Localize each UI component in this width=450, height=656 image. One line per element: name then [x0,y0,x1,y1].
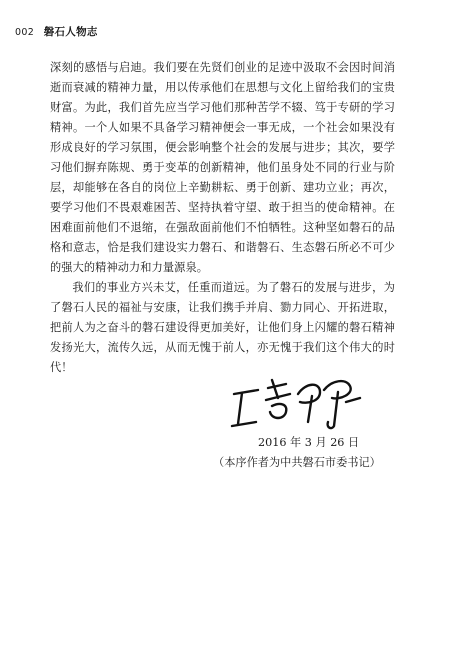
paragraph-continued: 深刻的感悟与启迪。我们要在先贤们创业的足迹中汲取不会因时间消逝而衰减的精神力量，用以传承他们在思想与文化上留给我们的宝贵财富。为此，我们首先应当学习他们那种苦学不辍、笃于专研的学习精神。一个人如果不具备学习精神便会一事无成，一个社会如果没有形成良好的学习氛围，便会影响整个社会的发展与进步；其次，要学习他们摒弃陈规、勇于变革的创新精神，他们虽身处不同的行业与阶层，却能够在各自的岗位上辛勤耕耘、勇于创新、建功立业；再次，要学习他们不畏艰难困苦、坚持执着守望、敢于担当的使命精神。在困难面前他们不退缩，在强敌面前他们不怕牺牲。这种坚如磐石的品格和意志，恰是我们建设实力磐石、和谐磐石、生态磐石所必不可少的强大的精神动力和力量源泉。 [50,61,395,274]
preface-body [50,58,395,378]
paragraph-closing: 我们的事业方兴未艾，任重而道远。为了磐石的发展与进步，为了磐石人民的福祉与安康，让我们携手并肩、勠力同心、开拓进取，把前人为之奋斗的磐石建设得更加美好，让他们身上闪耀的磐石精神发扬光大，流传久远，从而无愧于前人，亦无愧于我们这个伟大的时代！ [50,281,395,374]
signature-date: 2016 年 3 月 26 日 [258,436,360,449]
running-header [15,24,98,39]
book-title: 磐石人物志 [43,26,98,38]
handwritten-signature [228,372,368,432]
page-number: 002 [15,27,35,38]
author-note: （本序作者为中共磐石市委书记） [213,456,381,469]
